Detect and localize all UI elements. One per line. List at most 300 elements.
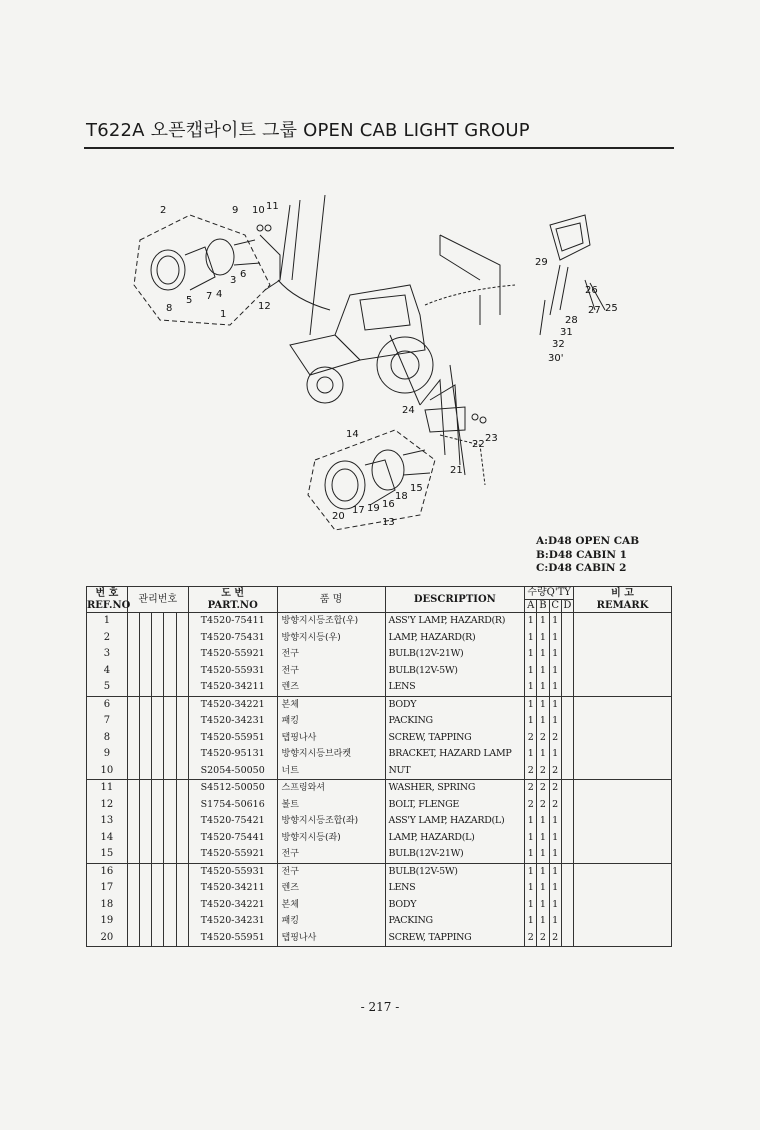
ref-header-kr: 번 호 [95,587,119,599]
mgmt-cell [127,913,139,930]
qty-c-cell: 1 [549,630,561,647]
part-no-cell: S4512-50050 [188,780,277,797]
mgmt-cell [176,930,188,947]
remark-cell [574,646,672,663]
qty-a-cell: 1 [525,613,537,630]
qty-d-cell [561,813,573,830]
qty-a-cell: 1 [525,830,537,847]
remark-cell [574,930,672,947]
part-no-cell: T4520-75431 [188,630,277,647]
mgmt-cell [127,613,139,630]
description-cell: LENS [385,880,525,897]
qty-d-cell [561,880,573,897]
part-no-cell: T4520-55921 [188,646,277,663]
ref-no-cell: 17 [87,880,128,897]
remark-cell [574,746,672,763]
description-cell: BULB(12V-5W) [385,663,525,680]
qty-c-cell: 2 [549,763,561,780]
qty-b-cell: 1 [537,663,549,680]
mgmt-cell [152,646,164,663]
mgmt-cell [139,630,151,647]
name-kr-cell: 방향지시등(좌) [277,830,385,847]
mgmt-cell [139,780,151,797]
qty-c-cell: 2 [549,730,561,747]
remark-cell [574,780,672,797]
qty-a-cell: 1 [525,663,537,680]
mgmt-cell [127,713,139,730]
mgmt-cell [139,797,151,814]
qty-d-cell [561,713,573,730]
remark-cell [574,863,672,880]
qty-c-cell: 1 [549,880,561,897]
qty-c-cell: 2 [549,780,561,797]
table-row [87,630,672,647]
mgmt-cell [139,897,151,914]
part-no-cell: T4520-34231 [188,913,277,930]
mgmt-cell [152,863,164,880]
qty-c-cell: 1 [549,696,561,713]
qty-b-cell: 1 [537,613,549,630]
mgmt-cell [164,813,176,830]
qty-a-cell: 1 [525,813,537,830]
name-kr-cell: 방향지시등조합(좌) [277,813,385,830]
callout-4: 4 [216,289,223,300]
callout-12: 12 [258,301,271,312]
ref-no-cell: 19 [87,913,128,930]
qty-col-d: D [563,600,572,611]
mgmt-cell [164,830,176,847]
qty-d-cell [561,863,573,880]
qty-a-cell: 1 [525,679,537,696]
qty-c-cell: 1 [549,613,561,630]
qty-d-cell [561,746,573,763]
description-cell: PACKING [385,713,525,730]
remark-cell [574,797,672,814]
qty-c-cell: 1 [549,813,561,830]
mgmt-cell [164,897,176,914]
mgmt-cell [164,696,176,713]
mgmt-cell [176,897,188,914]
description-cell: BOLT, FLENGE [385,797,525,814]
qty-b-cell: 2 [537,763,549,780]
ref-header-en: REF.NO [87,599,131,611]
description-cell: ASS'Y LAMP, HAZARD(L) [385,813,525,830]
qty-b-cell: 1 [537,880,549,897]
table-row [87,830,672,847]
part-no-cell: S1754-50616 [188,797,277,814]
remark-cell [574,613,672,630]
name-kr-cell: 탭핑나사 [277,930,385,947]
mgmt-cell [139,880,151,897]
description-cell: BRACKET, HAZARD LAMP [385,746,525,763]
mgmt-cell [164,797,176,814]
qty-c-cell: 1 [549,846,561,863]
mgmt-cell [152,780,164,797]
qty-a-cell: 1 [525,913,537,930]
callout-18: 18 [395,491,408,502]
mgmt-cell [164,613,176,630]
qty-b-cell: 1 [537,679,549,696]
ref-no-cell: 12 [87,797,128,814]
title-divider [84,147,674,149]
callout-6: 6 [240,269,247,280]
mgmt-cell [139,713,151,730]
name-kr-cell: 방향지시등조합(우) [277,613,385,630]
mgmt-cell [139,679,151,696]
ref-no-cell: 14 [87,830,128,847]
table-row [87,813,672,830]
mgmt-cell [127,763,139,780]
part-no-cell: T4520-55931 [188,663,277,680]
qty-d-cell [561,930,573,947]
callout-1: 1 [220,309,227,320]
qty-a-cell: 2 [525,930,537,947]
qty-d-cell [561,797,573,814]
mgmt-cell [127,646,139,663]
remark-cell [574,880,672,897]
qty-a-cell: 1 [525,846,537,863]
mgmt-cell [127,630,139,647]
callout-32: 32 [552,339,565,350]
qty-c-cell: 1 [549,646,561,663]
qty-d-cell [561,646,573,663]
ref-no-cell: 9 [87,746,128,763]
mgmt-cell [164,646,176,663]
qty-a-cell: 1 [525,746,537,763]
qty-a-cell: 2 [525,780,537,797]
mgmt-cell [176,696,188,713]
table-row [87,679,672,696]
qty-a-cell: 1 [525,863,537,880]
mgmt-cell [139,830,151,847]
callout-29: 29 [535,257,548,268]
part-no-cell: T4520-55951 [188,730,277,747]
callout-13: 13 [382,517,395,528]
remark-cell [574,730,672,747]
callout-11: 11 [266,201,279,212]
part-no-cell: T4520-55921 [188,846,277,863]
qty-a-cell: 2 [525,797,537,814]
callout-15: 15 [410,483,423,494]
remark-cell [574,663,672,680]
mgmt-cell [152,713,164,730]
right-lamp-boundary [134,215,270,325]
mgmt-cell [127,797,139,814]
callout-26: 26 [585,285,598,296]
name-kr-cell: 전구 [277,663,385,680]
table-row [87,663,672,680]
qty-d-cell [561,830,573,847]
part-no-cell: T4520-34211 [188,679,277,696]
qty-col-c: C [550,600,562,612]
mgmt-cell [164,913,176,930]
mgmt-cell [139,763,151,780]
qty-c-cell: 1 [549,830,561,847]
mgmt-cell [127,730,139,747]
mgmt-cell [127,880,139,897]
description-header: DESCRIPTION [385,587,525,613]
mgmt-cell [139,696,151,713]
ref-no-cell: 16 [87,863,128,880]
mgmt-cell [176,880,188,897]
qty-b-cell: 1 [537,646,549,663]
description-cell: SCREW, TAPPING [385,730,525,747]
table-row [87,913,672,930]
remark-cell [574,913,672,930]
callout-20: 20 [332,511,345,522]
remark-cell [574,696,672,713]
part-no-cell: S2054-50050 [188,763,277,780]
qty-b-cell: 2 [537,730,549,747]
name-kr-cell: 전구 [277,846,385,863]
remark-header-en: REMARK [596,599,649,611]
name-kr-cell: 방향지시등브라켓 [277,746,385,763]
part-no-cell: T4520-75421 [188,813,277,830]
mgmt-cell [176,679,188,696]
table-row [87,897,672,914]
callout-5: 5 [186,295,193,306]
mgmt-cell [152,797,164,814]
legend-b: B:D48 CABIN 1 [536,548,627,561]
qty-a-cell: 1 [525,713,537,730]
qty-b-cell: 1 [537,696,549,713]
qty-d-cell [561,730,573,747]
callout-21: 21 [450,465,463,476]
mgmt-header: 관리번호 [127,587,188,613]
mgmt-cell [139,846,151,863]
exploded-parts-diagram [120,185,630,535]
callout-23: 23 [485,433,498,444]
mgmt-cell [139,930,151,947]
description-cell: LENS [385,679,525,696]
qty-a-cell: 1 [525,696,537,713]
name-kr-cell: 방향지시등(우) [277,630,385,647]
left-lamp-boundary [308,430,435,530]
mgmt-cell [127,663,139,680]
tractor-rear-wheel [377,337,433,393]
mgmt-cell [176,780,188,797]
qty-a-cell: 1 [525,630,537,647]
callout-14: 14 [346,429,359,440]
legend-a: A:D48 OPEN CAB [536,535,640,547]
qty-d-cell [561,696,573,713]
qty-d-cell [561,613,573,630]
mgmt-cell [127,813,139,830]
remark-header-kr: 비 고 [611,587,634,599]
qty-b-cell: 1 [537,746,549,763]
qty-c-cell: 1 [549,913,561,930]
name-kr-cell: 스프링와셔 [277,780,385,797]
part-no-cell: T4520-34221 [188,897,277,914]
callout-17: 17 [352,505,365,516]
part-header-kr: 도 번 [221,587,245,599]
name-kr-cell: 탭핑나사 [277,730,385,747]
ref-no-cell: 5 [87,679,128,696]
qty-b-cell: 2 [537,780,549,797]
remark-cell [574,763,672,780]
description-cell: BODY [385,897,525,914]
mgmt-cell [152,913,164,930]
remark-cell [574,630,672,647]
name-kr-cell: 전구 [277,646,385,663]
description-cell: NUT [385,763,525,780]
mgmt-cell [176,713,188,730]
name-kr-cell: 렌즈 [277,679,385,696]
left-lamp-lens [325,461,365,509]
callout-labels [160,201,618,528]
callout-31: 31 [560,327,573,338]
mgmt-cell [176,846,188,863]
qty-c-cell: 1 [549,746,561,763]
mgmt-cell [127,746,139,763]
qty-header-label: 수량Q'TY [525,587,573,600]
name-kr-cell: 볼트 [277,797,385,814]
mgmt-cell [176,797,188,814]
mgmt-cell [139,613,151,630]
qty-a-cell: 2 [525,730,537,747]
mgmt-cell [176,863,188,880]
mgmt-cell [152,630,164,647]
ref-no-cell: 11 [87,780,128,797]
callout-3: 3 [230,275,237,286]
ref-no-cell: 20 [87,930,128,947]
table-row [87,880,672,897]
page-number: - 217 - [360,1000,400,1014]
name-kr-cell: 본체 [277,696,385,713]
name-kr-cell: 전구 [277,863,385,880]
qty-d-cell [561,679,573,696]
part-no-cell: T4520-55931 [188,863,277,880]
table-row [87,863,672,880]
mgmt-cell [176,813,188,830]
remark-cell [574,713,672,730]
qty-d-cell [561,763,573,780]
callout-22: 22 [472,439,485,450]
mgmt-cell [152,663,164,680]
name-kr-cell: 패킹 [277,713,385,730]
mgmt-cell [152,830,164,847]
part-no-cell: T4520-34231 [188,713,277,730]
qty-b-cell: 1 [537,630,549,647]
description-cell: BULB(12V-5W) [385,863,525,880]
mgmt-cell [139,813,151,830]
description-cell: LAMP, HAZARD(L) [385,830,525,847]
mgmt-cell [139,746,151,763]
callout-30-prime: 30' [548,353,564,364]
qty-b-cell: 1 [537,713,549,730]
ref-no-cell: 13 [87,813,128,830]
mgmt-cell [139,646,151,663]
mgmt-cell [127,897,139,914]
mgmt-cell [164,713,176,730]
qty-c-cell: 2 [549,797,561,814]
mgmt-cell [164,630,176,647]
qty-c-cell: 1 [549,679,561,696]
callout-9: 9 [232,205,239,216]
description-cell: BODY [385,696,525,713]
mgmt-cell [152,763,164,780]
callout-7: 7 [206,291,213,302]
mgmt-cell [127,780,139,797]
table-row [87,730,672,747]
part-no-cell: T4520-75441 [188,830,277,847]
table-row [87,846,672,863]
legend-c: C:D48 CABIN 2 [536,562,627,574]
mgmt-cell [152,897,164,914]
mgmt-cell [176,630,188,647]
model-legend [536,535,639,576]
mgmt-cell [127,846,139,863]
mgmt-cell [176,830,188,847]
qty-a-cell: 2 [525,763,537,780]
callout-27: 27 [588,305,601,316]
callout-10: 10 [252,205,265,216]
mgmt-cell [139,913,151,930]
qty-c-cell: 1 [549,863,561,880]
ref-no-cell: 2 [87,630,128,647]
table-row [87,613,672,630]
part-no-cell: T4520-34221 [188,696,277,713]
qty-c-cell: 2 [549,930,561,947]
remark-cell [574,679,672,696]
description-cell: ASS'Y LAMP, HAZARD(R) [385,613,525,630]
qty-d-cell [561,780,573,797]
remark-cell [574,813,672,830]
mgmt-cell [164,930,176,947]
qty-a-cell: 1 [525,880,537,897]
ref-no-cell: 10 [87,763,128,780]
ref-no-cell: 4 [87,663,128,680]
callout-2: 2 [160,205,167,216]
description-cell: WASHER, SPRING [385,780,525,797]
name-kr-cell: 본체 [277,897,385,914]
mgmt-cell [164,780,176,797]
qty-a-cell: 1 [525,646,537,663]
qty-b-cell: 1 [537,913,549,930]
qty-d-cell [561,897,573,914]
mgmt-cell [152,846,164,863]
qty-d-cell [561,846,573,863]
table-row [87,713,672,730]
mgmt-cell [152,679,164,696]
mgmt-cell [127,679,139,696]
mgmt-cell [176,730,188,747]
description-cell: BULB(12V-21W) [385,646,525,663]
description-cell: BULB(12V-21W) [385,846,525,863]
qty-b-cell: 1 [537,846,549,863]
qty-b-cell: 1 [537,813,549,830]
ref-no-cell: 18 [87,897,128,914]
mgmt-cell [164,746,176,763]
qty-b-cell: 1 [537,897,549,914]
callout-25: 25 [605,303,618,314]
remark-cell [574,846,672,863]
mgmt-cell [164,730,176,747]
mgmt-cell [139,730,151,747]
parts-table [86,586,672,947]
description-cell: PACKING [385,913,525,930]
ref-no-cell: 1 [87,613,128,630]
callout-16: 16 [382,499,395,510]
part-no-cell: T4520-75411 [188,613,277,630]
mgmt-cell [152,813,164,830]
mgmt-cell [164,663,176,680]
table-row [87,646,672,663]
description-cell: SCREW, TAPPING [385,930,525,947]
mgmt-cell [176,746,188,763]
cabin-lamp [550,215,590,260]
mgmt-cell [139,863,151,880]
